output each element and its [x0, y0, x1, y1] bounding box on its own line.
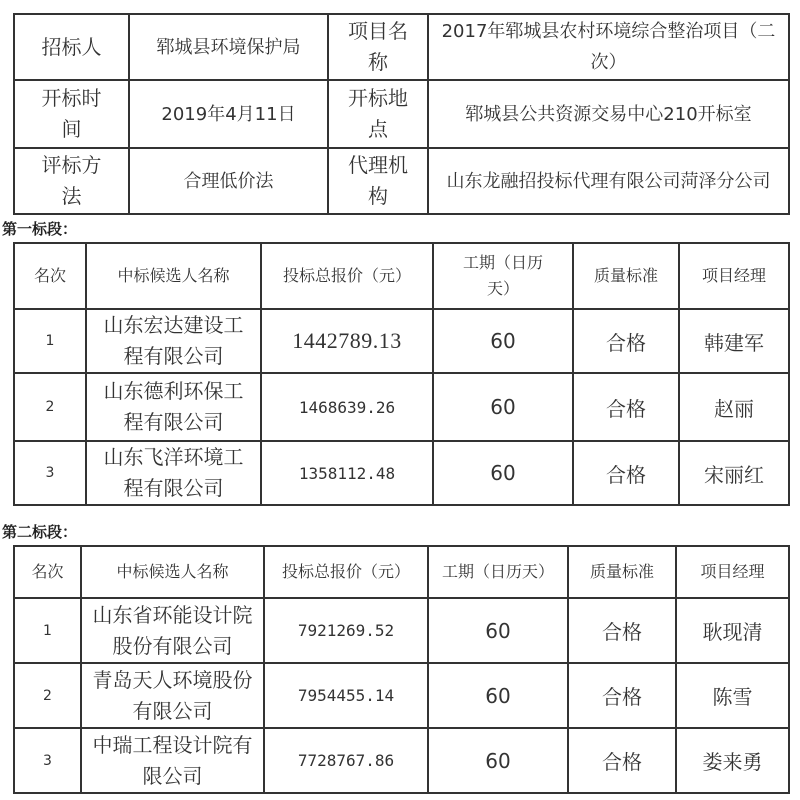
rank-cell: 2: [14, 663, 81, 728]
bidder-name-cell: 山东飞洋环境工程有限公司: [86, 441, 261, 505]
col-header-name: 中标候选人名称: [81, 546, 264, 598]
section2-title: 第二标段：: [2, 523, 78, 541]
tenderer-label: 招标人: [14, 14, 129, 80]
duration-cell: 60: [433, 441, 573, 505]
bidder-name-cell: 山东德利环保工程有限公司: [86, 373, 261, 441]
table-row: [14, 598, 789, 663]
table-row: [14, 373, 789, 441]
project-info-table: [13, 13, 790, 215]
col-header-duration: 工期（日历天）: [433, 243, 573, 309]
duration-cell: 60: [433, 373, 573, 441]
agency-value: 山东龙融招投标代理有限公司菏泽分公司: [428, 148, 789, 214]
manager-cell: 宋丽红: [679, 441, 789, 505]
col-header-price: 投标总报价（元）: [264, 546, 428, 598]
section1-title: 第一标段：: [2, 220, 78, 238]
quality-cell: 合格: [568, 663, 676, 728]
agency-label: 代理机构: [328, 148, 428, 214]
bidder-name-cell: 山东宏达建设工程有限公司: [86, 309, 261, 373]
table-header-row: [14, 243, 789, 309]
bid-price-cell: 7921269.52: [264, 598, 428, 663]
col-header-quality: 质量标准: [568, 546, 676, 598]
bidder-name-cell: 中瑞工程设计院有限公司: [81, 728, 264, 793]
duration-cell: 60: [428, 598, 568, 663]
evaluation-method-value: 合理低价法: [129, 148, 328, 214]
quality-cell: 合格: [573, 441, 679, 505]
table-header-row: [14, 546, 789, 598]
col-header-rank: 名次: [14, 546, 81, 598]
bid-opening-place-value: 郓城县公共资源交易中心210开标室: [428, 80, 789, 148]
bidder-name-cell: 山东省环能设计院股份有限公司: [81, 598, 264, 663]
col-header-quality: 质量标准: [573, 243, 679, 309]
manager-cell: 韩建军: [679, 309, 789, 373]
section2-table: [13, 545, 790, 794]
project-name-value: 2017年郓城县农村环境综合整治项目（二次）: [428, 14, 789, 80]
bid-price-cell: 7954455.14: [264, 663, 428, 728]
table-row: [14, 80, 789, 148]
col-header-manager: 项目经理: [676, 546, 789, 598]
col-header-manager: 项目经理: [679, 243, 789, 309]
bid-price-cell: 1442789.13: [261, 309, 433, 373]
quality-cell: 合格: [573, 309, 679, 373]
section1-table: [13, 242, 790, 506]
bidder-name-cell: 青岛天人环境股份有限公司: [81, 663, 264, 728]
rank-cell: 3: [14, 441, 86, 505]
bid-opening-place-label: 开标地点: [328, 80, 428, 148]
table-row: [14, 14, 789, 80]
bid-opening-time-label: 开标时间: [14, 80, 129, 148]
quality-cell: 合格: [568, 728, 676, 793]
quality-cell: 合格: [573, 373, 679, 441]
duration-cell: 60: [428, 663, 568, 728]
manager-cell: 耿现清: [676, 598, 789, 663]
bid-price-cell: 7728767.86: [264, 728, 428, 793]
col-header-rank: 名次: [14, 243, 86, 309]
manager-cell: 陈雪: [676, 663, 789, 728]
evaluation-method-label: 评标方法: [14, 148, 129, 214]
manager-cell: 赵丽: [679, 373, 789, 441]
rank-cell: 2: [14, 373, 86, 441]
bid-price-cell: 1468639.26: [261, 373, 433, 441]
table-row: [14, 148, 789, 214]
col-header-price: 投标总报价（元）: [261, 243, 433, 309]
manager-cell: 娄来勇: [676, 728, 789, 793]
table-row: [14, 728, 789, 793]
quality-cell: 合格: [568, 598, 676, 663]
table-row: [14, 309, 789, 373]
col-header-duration: 工期（日历天）: [428, 546, 568, 598]
duration-cell: 60: [433, 309, 573, 373]
col-header-name: 中标候选人名称: [86, 243, 261, 309]
tenderer-value: 郓城县环境保护局: [129, 14, 328, 80]
table-row: [14, 441, 789, 505]
table-row: [14, 663, 789, 728]
bid-opening-time-value: 2019年4月11日: [129, 80, 328, 148]
rank-cell: 1: [14, 598, 81, 663]
duration-cell: 60: [428, 728, 568, 793]
rank-cell: 1: [14, 309, 86, 373]
rank-cell: 3: [14, 728, 81, 793]
project-name-label: 项目名称: [328, 14, 428, 80]
bid-price-cell: 1358112.48: [261, 441, 433, 505]
